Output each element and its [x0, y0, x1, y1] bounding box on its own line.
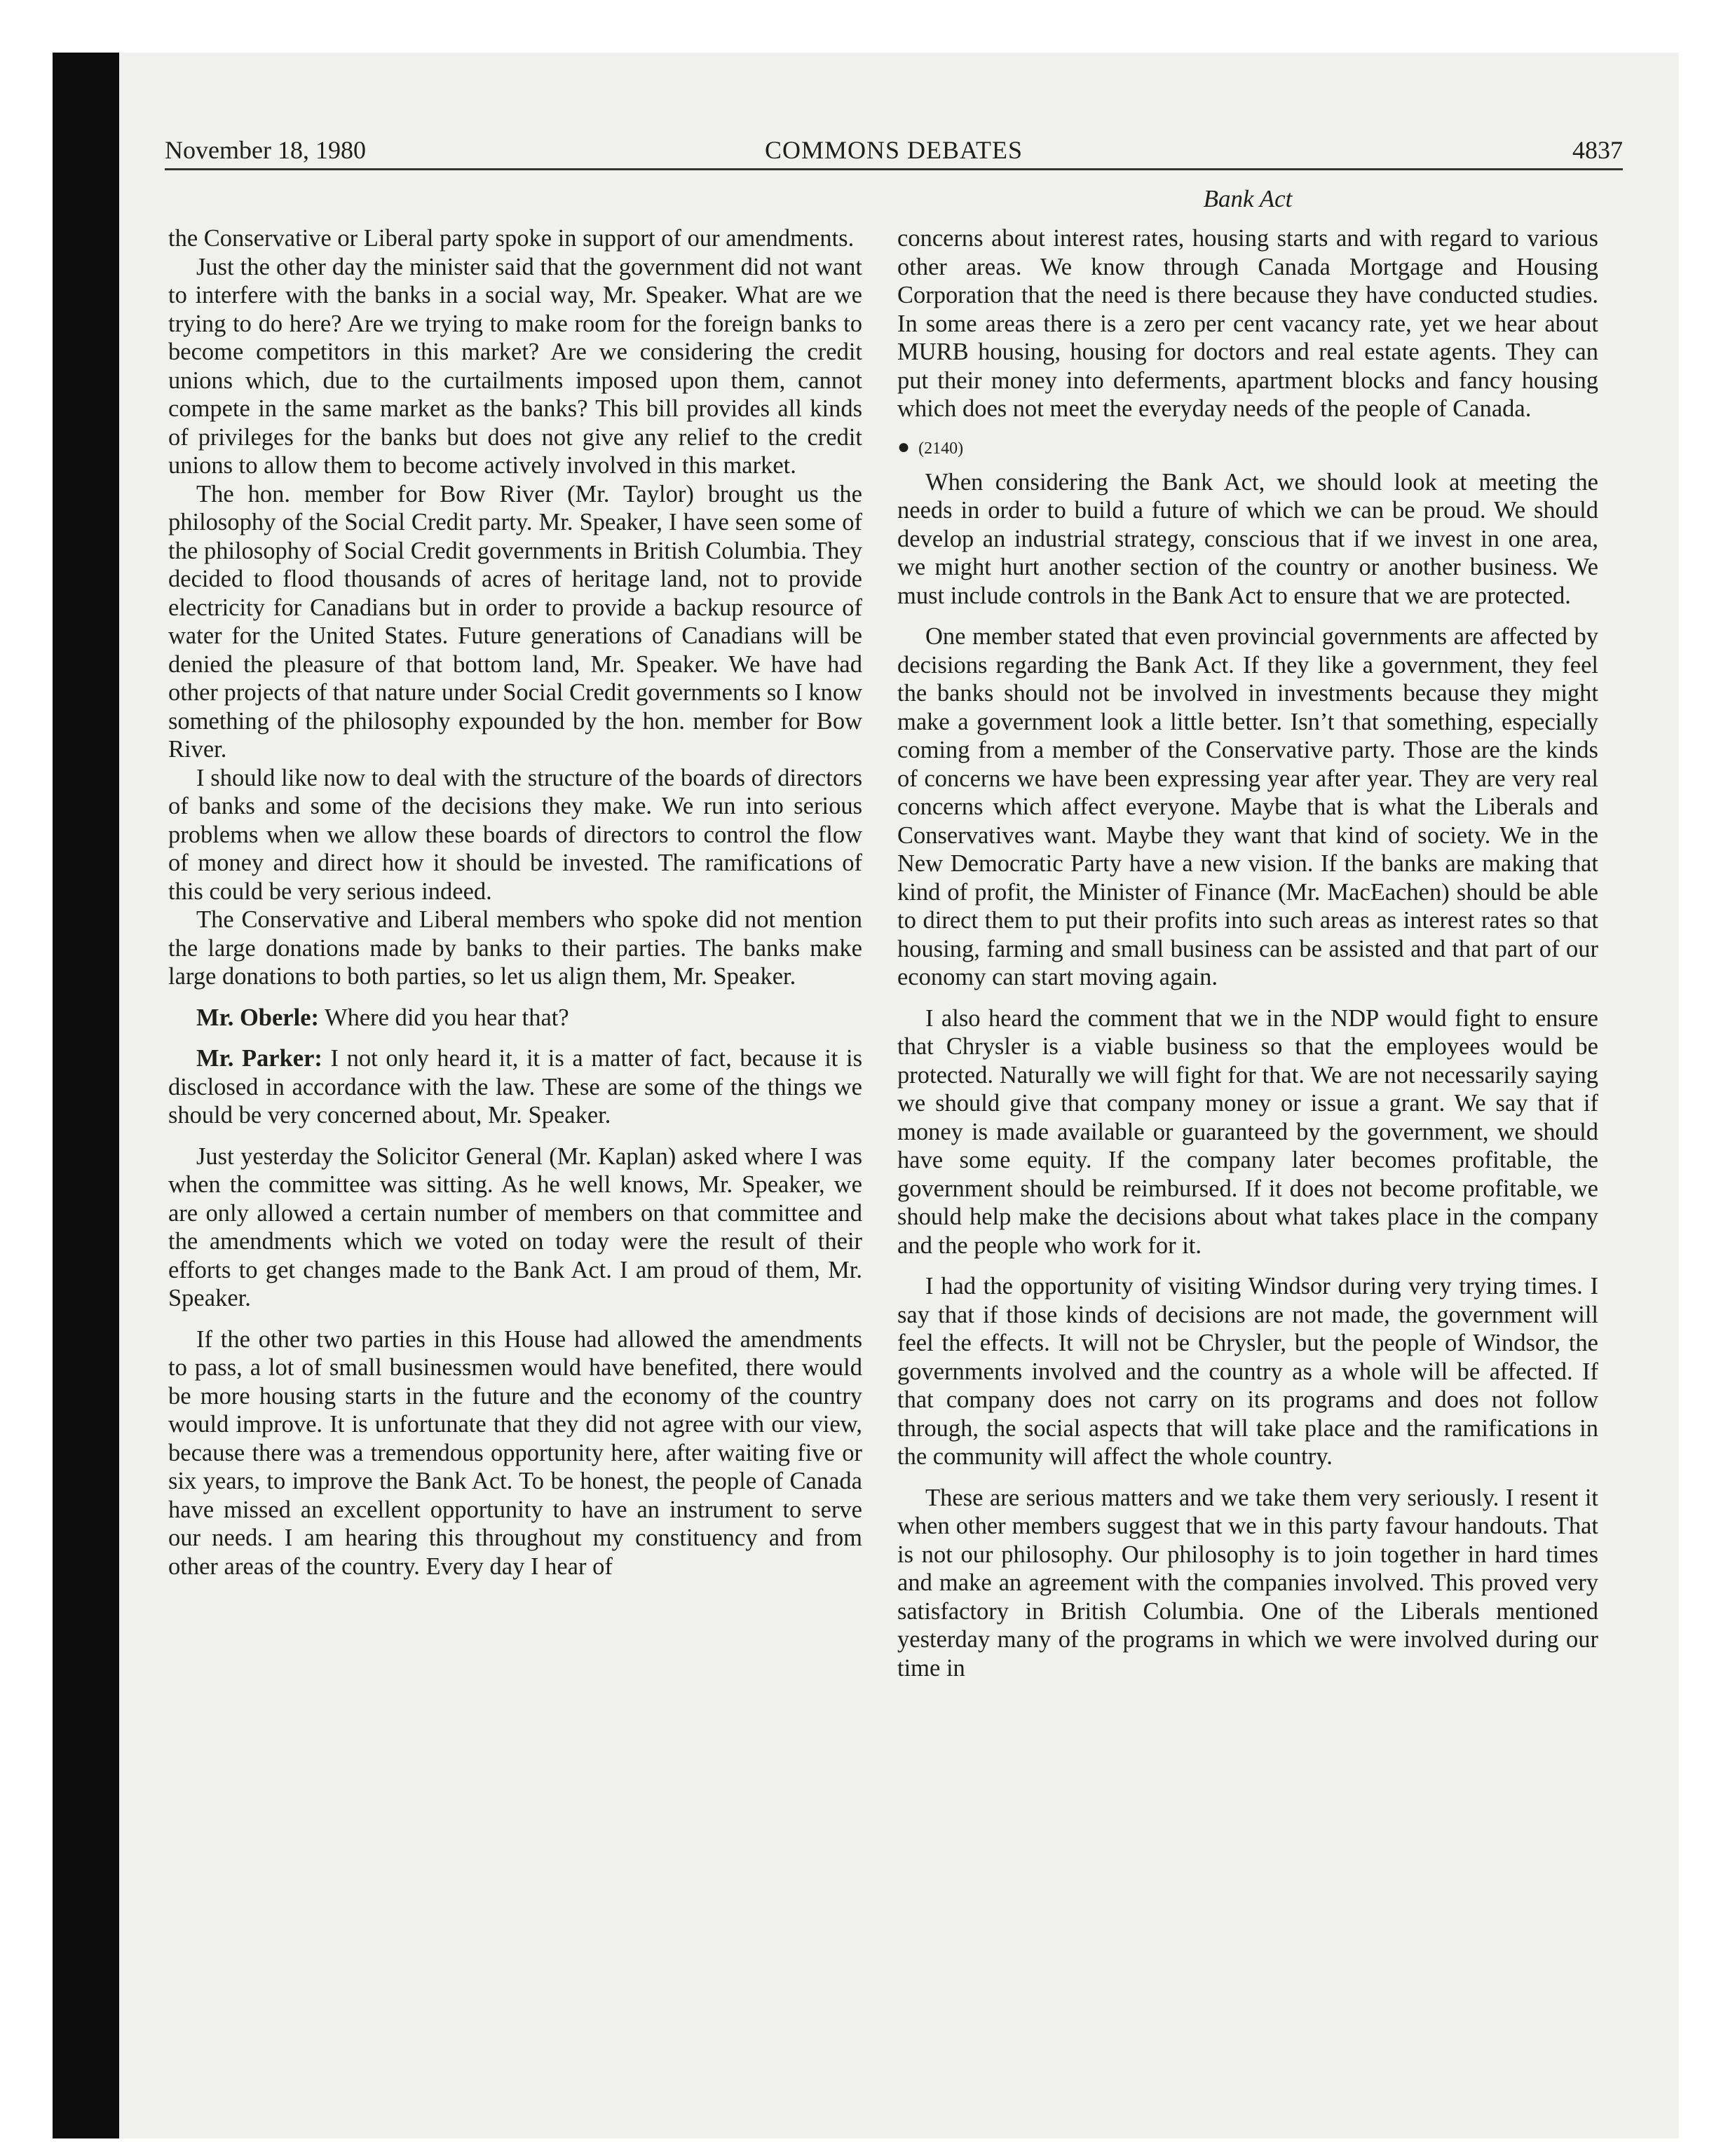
page-header: [165, 132, 1623, 170]
speech-text: I not only heard it, it is a matter of fact, because it is disclosed in accordance with the law. These are some of the things we should be very concerned about, Mr. Speaker.: [168, 1045, 862, 1128]
paragraph: I should like now to deal with the structure of the boards of directors of banks and some of the decisions they make. We run into serious problems when we allow these boards of directors to control the flow of money and direct how it should be invested. The ramifications of this could be very serious indeed.: [168, 764, 862, 905]
paragraph: concerns about interest rates, housing starts and with regard to various other areas. We know through Canada Mortgage and Housing Corporation that the need is there because they have conducted studies. In some areas there is a zero per cent vacancy rate, yet we hear about MURB housing, housing for doctors and real estate agents. They can put their money into deferments, apartment blocks and fancy housing which does not meet the everyday needs of the people of Canada.: [897, 225, 1598, 422]
paragraph: The Conservative and Liberal members who spoke did not mention the large donations made by banks to their parties. The banks make large donations to both parties, so let us align them, Mr. Speaker.: [168, 906, 862, 990]
paragraph: Just the other day the minister said that the government did not want to interfere with the banks in a social way, Mr. Speaker. What are we trying to do here? Are we trying to make room for the foreign banks to become competitors in this market? Are we considering the credit unions which, due to the curtailments imposed upon them, cannot compete in the same market as the banks? This bill provides all kinds of privileges for the banks but does not give any relief to the credit unions to allow them to become actively involved in this market.: [168, 253, 862, 479]
right-column: [897, 224, 1598, 1682]
paragraph: If the other two parties in this House had allowed the amendments to pass, a lot of small businessmen would have benefited, there would be more housing starts in the future and the economy of the country would improve. It is unfortunate that they did not agree with our view, because there was a tremendous opportunity here, after waiting five or six years, to improve the Bank Act. To be honest, the people of Canada have missed an excellent opportunity to have an instrument to serve our needs. I am hearing this throughout my constituency and from other areas of the country. Every day I hear of: [168, 1325, 862, 1580]
paragraph: When considering the Bank Act, we should look at meeting the needs in order to build a future of which we can be proud. We should develop an industrial strategy, conscious that if we invest in one area, we might hurt another section of the country or another business. We must include controls in the Bank Act to ensure that we are protected.: [897, 468, 1598, 609]
speech-text: Where did you hear that?: [325, 1004, 569, 1031]
speech-oberle: [168, 1004, 862, 1032]
paragraph: the Conservative or Liberal party spoke in support of our amendments.: [168, 225, 855, 252]
bullet-icon: ●: [897, 435, 911, 458]
paragraph: The hon. member for Bow River (Mr. Taylor) brought us the philosophy of the Social Credit party. Mr. Speaker, I have seen some of the philosophy of Social Credit governments in British Columbia. They decided to flood thousands of acres of heritage land, not to provide electricity for Canadians but in order to provide a backup resource of water for the United States. Future generations of Canadians will be denied the pleasure of that bottom land, Mr. Speaker. We have had other projects of that nature under Social Credit governments so I know something of the philosophy expounded by the hon. member for Bow River.: [168, 480, 862, 763]
time-marker-text: (2140): [918, 439, 964, 458]
speech-parker: [168, 1044, 862, 1130]
section-title: Bank Act: [1203, 185, 1293, 212]
header-title: COMMONS DEBATES: [764, 136, 1023, 164]
paragraph: These are serious matters and we take them very seriously. I resent it when other members suggest that we in this party favour handouts. That is not our philosophy. Our philosophy is to join together in hard times and make an agreement with the companies involved. This proved very satisfactory in British Columbia. One of the Liberals mentioned yesterday many of the programs in which we were involved during our time in: [897, 1484, 1598, 1681]
page-number: 4837: [1572, 136, 1623, 164]
paragraph: I also heard the comment that we in the NDP would fight to ensure that Chrysler is a viable business so that the employees would be protected. Naturally we will fight for that. We are not necessarily saying we should give that company money or issue a grant. We say that if money is made available or guaranteed by the government, we should have some equity. If the company later becomes profitable, the government should be reimbursed. If it does not become profitable, we should help make the decisions about what takes place in the company and the people who work for it.: [897, 1004, 1598, 1259]
speaker-name: Mr. Oberle:: [196, 1004, 319, 1031]
header-date: November 18, 1980: [165, 136, 366, 164]
time-marker: [897, 433, 1598, 463]
binding-edge: [53, 53, 119, 2138]
paragraph: I had the opportunity of visiting Windsor during very trying times. I say that if those kinds of decisions are not made, the government will feel the effects. It will not be Chrysler, but the people of Windsor, the governments involved and the country as a whole will be affected. If that company does not carry on its programs and does not follow through, the social aspects that will take place and the ramifications in the community will affect the whole country.: [897, 1273, 1598, 1470]
paragraph: Just yesterday the Solicitor General (Mr. Kaplan) asked where I was when the committee was sitting. As he well knows, Mr. Speaker, we are only allowed a certain number of members on that committee and the amendments which we voted on today were the result of their efforts to get changes made to the Bank Act. I am proud of them, Mr. Speaker.: [168, 1142, 862, 1311]
left-column: [168, 224, 862, 1581]
speaker-name: Mr. Parker:: [196, 1045, 322, 1072]
paragraph: One member stated that even provincial governments are affected by decisions regarding the Bank Act. If they like a government, they feel the banks should not be involved in investments because they might make a government look a little better. Isn’t that something, especially coming from a member of the Conservative party. Those are the kinds of concerns we have been expressing year after year. They are very real concerns which affect everyone. Maybe that is what the Liberals and Conservatives want. Maybe they want that kind of society. We in the New Democratic Party have a new vision. If the banks are making that kind of profit, the Minister of Finance (Mr. MacEachen) should be able to direct them to put their profits into such areas as interest rates so that housing, farming and small business can be assisted and that part of our economy can start moving again.: [897, 623, 1598, 990]
